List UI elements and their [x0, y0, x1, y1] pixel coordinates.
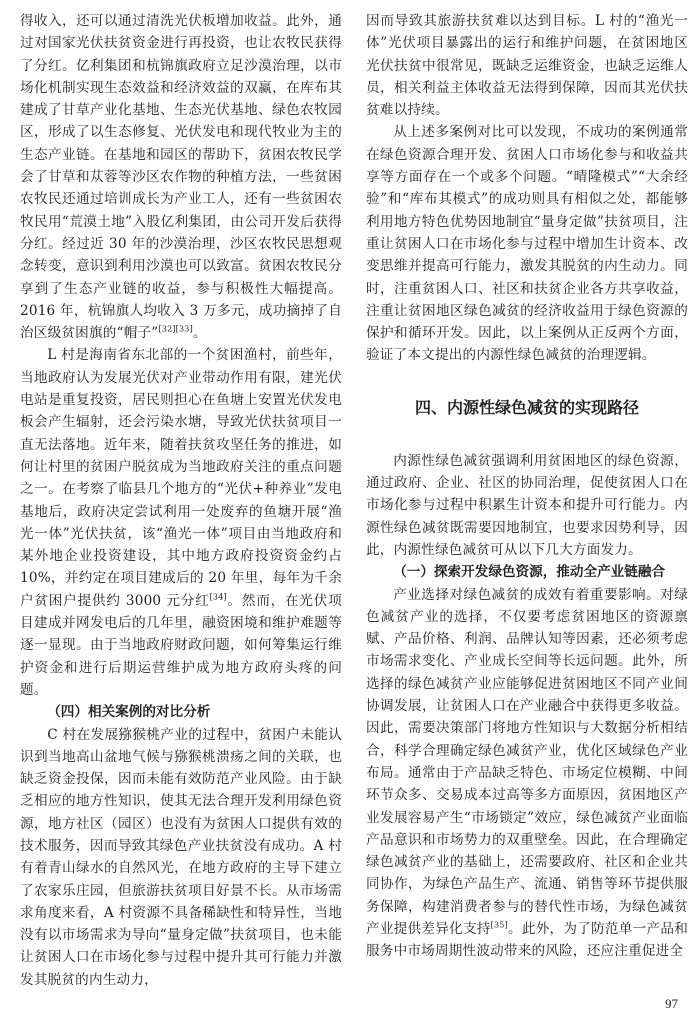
subheading-case-comparison: （四）相关案例的对比分析 — [47, 704, 211, 721]
paragraph-case-summary: 从上述多案例对比可以发现，不成功的案例通常在绿色资源合理开发、贫困人口市场化参与和收益共享等方面存在一个或多个问题。“晴隆模式”“大余经验”和“库布其模式”的成功则具有相似之处，都能够利用地方特色优势因地制宜“量身定做”扶贫项目，注重让贫困人口在市场化参与过程中增加生计资本、改变思维并提高可行能力，激发其脱贫的内生动力。同时，注重贫困人口、社区和扶贫企业各方共享收益，注重让贫困地区绿色减贫的经济收益用于绿色资源的保护和循环开发。因此，以上案例从正反两个方面，验证了本文提出的内源性绿色减贫的治理逻辑。 — [366, 124, 688, 364]
paragraph-kubuqi-cont: 得收入，还可以通过清洗光伏板增加收益。此外，通过对国家光伏扶贫资金进行再投资，也让农牧民获得了分红。亿利集团和杭锦旗政府立足沙漠治理，以市场化机制实现生态效益和经济效益的双赢，在库布其建成了甘草产业化基地、生态光伏基地、绿色农牧园区，形成了以生态修复、光伏发电和现代牧业为主的生态产业链。在基地和园区的帮助下，贫困农牧民学会了甘草和苁蓉等沙区农作物的种植方法，一些贫困农牧民还通过培训成长为产业工人，还有一些贫困农牧民用“荒漠土地”入股亿利集团，由公司开发后获得分红。经过近 30 年的沙漠治理，沙区农牧民思想观念转变，意识到利用沙漠也可以致富。贫困农牧民分享到了生态产业链的收益，参与积极性大幅提高。2016 年，杭锦旗人均收入 3 万多元，成功摘掉了自治区级贫困旗的“帽子”[32][33]。 — [20, 13, 342, 342]
paragraph-implementation-intro: 内源性绿色减贫强调利用贫困地区的绿色资源，通过政府、企业、社区的协同治理，促使贫困人口在市场化参与过程中积累生计资本和提升可行能力。内源性绿色减贫既需要因地制宜，也要求因势利导，因此，内源性绿色减贫可从以下几大方面发力。 — [366, 452, 688, 558]
section-title-implementation-path: 四、内源性绿色减贫的实现路径 — [414, 397, 639, 417]
citation-32-33: [32][33] — [158, 324, 193, 334]
left-column — [20, 10, 342, 991]
subheading-green-resources: （一）探索开发绿色资源，推动全产业链融合 — [393, 564, 666, 581]
paragraph-l-village: L 村是海南省东北部的一个贫困渔村，前些年，当地政府认为发展光伏对产业带动作用有限，建光伏电站是重复投资，居民则担心在鱼塘上安置光伏发电板会产生辐射，还会污染水塘，导致光伏扶贫项目一直无法落地。近年来，随着扶贫攻坚任务的推进，如何让村里的贫困户脱贫成为当地政府关注的重点问题之一。在考察了临县几个地方的“光伏+种养业”发电基地后，政府决定尝试利用一处废弃的鱼塘开展“渔光一体”光伏扶贫，该“渔光一体”项目由当地政府和某外地企业投资建设，其中地方政府投资资金约占 10%，并约定在项目建成后的 20 年里，每年为千余户贫困户提供约 3000 元分红[34]。然而，在光伏项目建成并网发电后的几年里，融资困境和维护难题等逐一显现。由于当地政府财政问题，如何筹集运行维护资金和进行后期运营维护成为地方政府头疼的问题。 — [20, 347, 342, 698]
citation-34: [34] — [209, 592, 227, 602]
paragraph-industry-selection: 产业选择对绿色减贫的成效有着重要影响。对绿色减贫产业的选择，不仅要考虑贫困地区的资源禀赋、产品价格、利润、品牌认知等因素，还必须考虑市场需求变化、产业成长空间等长远问题。此外，所选择的绿色减贫产业应能够促进贫困地区不同产业间协调发展，让贫困人口在产业融合中获得更多收益。因此，需要决策部门将地方性知识与大数据分析相结合，科学合理确定绿色减贫产业，优化区域绿色产业布局。通常由于产品缺乏特色、市场定位模糊、中间环节众多、交易成本过高等多方面原因，贫困地区产业发展容易产生“市场锁定”效应，绿色减贫产业面临产品意识和市场势力的双重壁垒。因此，在合理确定绿色减贫产业的基础上，还需要政府、社区和企业共同协作，为绿色产品生产、流通、销售等环节提供服务保障，构建消费者参与的替代性市场，为绿色减贫产业提供差异化支持[35]。此外，为了防范单一产品和服务中市场周期性波动带来的风险，还应注重促进全 — [366, 586, 688, 960]
paragraph-c-village-cont: 因而导致其旅游扶贫难以达到目标。L 村的“渔光一体”光伏项目暴露出的运行和维护问题，在贫困地区光伏扶贫中很常见，既缺乏运维资金，也缺乏运维人员，相关利益主体收益无法得到保障，因而其光伏扶贫难以持续。 — [366, 13, 688, 119]
right-column — [366, 10, 688, 963]
paragraph-c-village: C 村在发展猕猴桃产业的过程中，贫困户未能认识到当地高山盆地气候与猕猴桃溃疡之间的关联，也缺乏资金投保，因而未能有效防范产业风险。由于缺乏相应的地方性知识，使其无法合理开发利用绿色资源，地方社区（园区）也没有为贫困人口提供有效的技术服务，因而导致其绿色产业扶贫没有成功。A 村有着青山绿水的自然风光，在地方政府的主导下建立了农家乐庄园，但旅游扶贫项目好景不长。从市场需求角度来看，A 村资源不具备稀缺性和特异性，当地没有以市场需求为导向“量身定做”扶贫项目，也未能让贫困人口在市场化参与过程中提升其可行能力并激发其脱贫的内生动力， — [20, 726, 342, 988]
page-number: 97 — [665, 996, 678, 1011]
citation-35: [35] — [490, 920, 508, 930]
